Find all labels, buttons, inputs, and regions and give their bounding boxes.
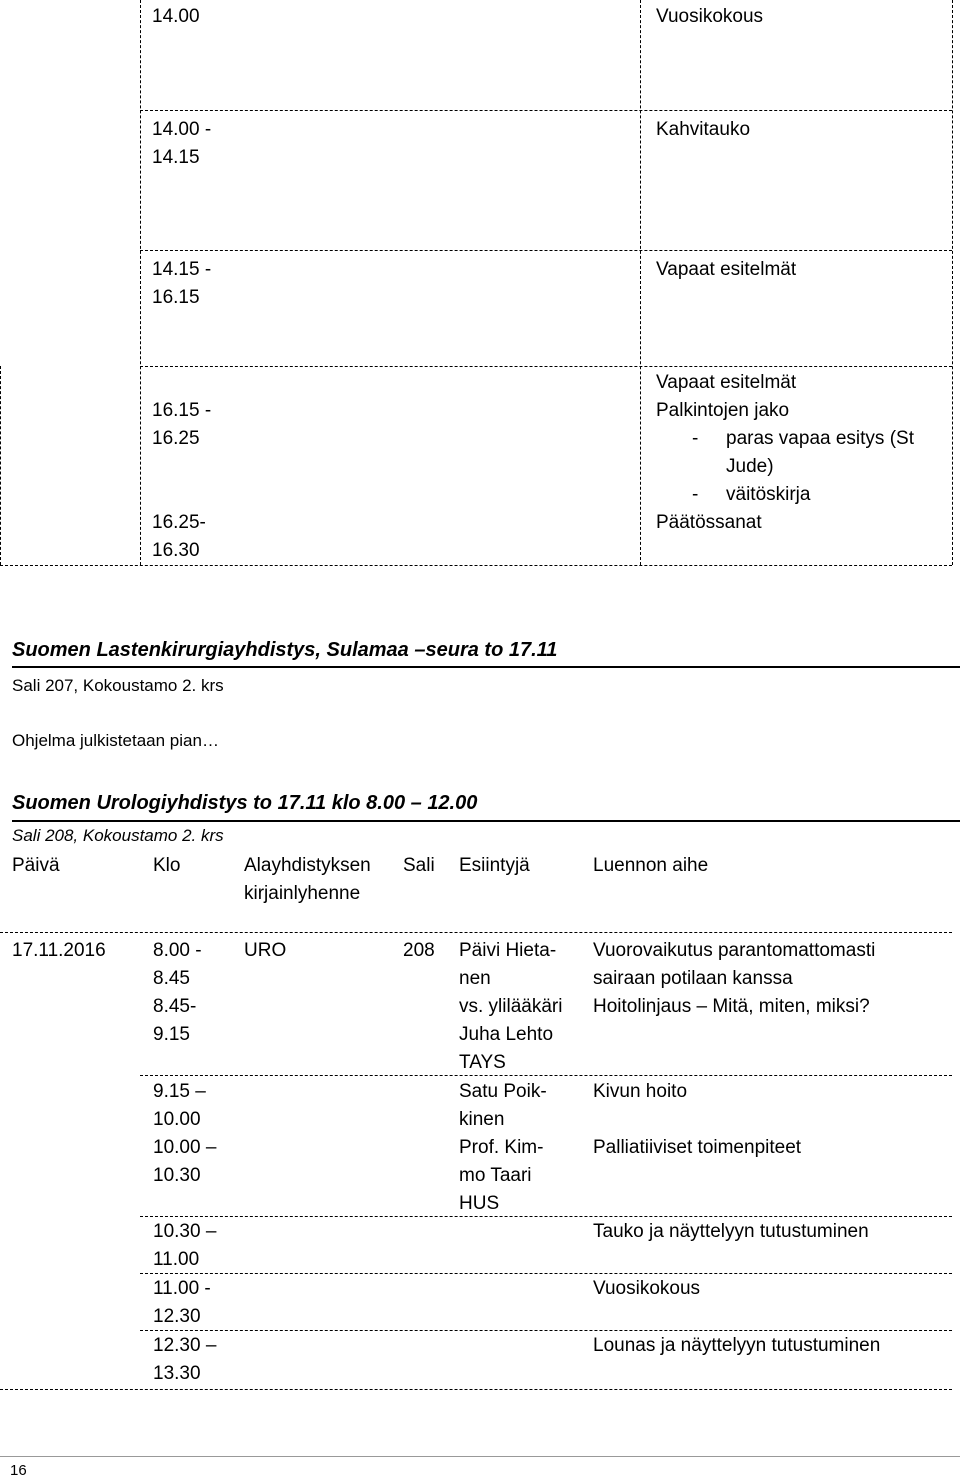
time-cell: 10.00 xyxy=(153,1109,201,1130)
speaker-cell: nen xyxy=(459,968,491,989)
time-cell: 14.15 xyxy=(152,147,200,168)
column-header-day: Päivä xyxy=(12,855,60,876)
speaker-cell: Prof. Kim- xyxy=(459,1137,544,1158)
bullet-item: väitöskirja xyxy=(726,484,811,505)
event-cell: Kahvitauko xyxy=(656,119,751,140)
location-text: Sali 208, Kokoustamo 2. krs xyxy=(12,826,224,845)
speaker-cell: Juha Lehto xyxy=(459,1024,554,1045)
column-header-topic: Luennon aihe xyxy=(593,855,709,876)
time-cell: 9.15 – xyxy=(153,1081,206,1102)
time-cell: 9.15 xyxy=(153,1024,190,1045)
topic-cell: Tauko ja näyttelyyn tutustuminen xyxy=(593,1221,869,1242)
event-cell: Vuosikokous xyxy=(656,6,764,27)
time-cell: 16.15 xyxy=(152,287,200,308)
column-header-hall: Sali xyxy=(403,855,435,876)
speaker-cell: vs. ylilääkäri xyxy=(459,996,563,1017)
time-cell: 14.00 - xyxy=(152,119,212,140)
topic-cell: Lounas ja näyttelyyn tutustuminen xyxy=(593,1335,881,1356)
location-text: Sali 207, Kokoustamo 2. krs xyxy=(12,676,224,695)
time-cell: 13.30 xyxy=(153,1363,201,1384)
speaker-cell: TAYS xyxy=(459,1052,506,1073)
bullet-item: paras vapaa esitys (St xyxy=(726,428,914,449)
event-cell: Vapaat esitelmät xyxy=(656,372,797,393)
time-cell: 14.00 xyxy=(152,6,200,27)
event-cell: Päätössanat xyxy=(656,512,762,533)
topic-cell: Vuosikokous xyxy=(593,1278,701,1299)
speaker-cell: HUS xyxy=(459,1193,500,1214)
time-cell: 8.00 - xyxy=(153,940,202,961)
time-cell: 10.30 xyxy=(153,1165,201,1186)
bullet-dash: - xyxy=(692,484,699,505)
time-cell: 11.00 xyxy=(153,1249,200,1270)
column-header-abbr-2: kirjainlyhenne xyxy=(244,883,361,904)
note-text: Ohjelma julkistetaan pian… xyxy=(12,731,219,750)
speaker-cell: kinen xyxy=(459,1109,505,1130)
time-cell: 16.25- xyxy=(152,512,206,533)
column-header-abbr: Alayhdistyksen xyxy=(244,855,371,876)
topic-cell: Kivun hoito xyxy=(593,1081,688,1102)
bullet-item: Jude) xyxy=(726,456,774,477)
time-cell: 8.45 xyxy=(153,968,190,989)
time-cell: 11.00 - xyxy=(153,1278,211,1299)
event-cell: Palkintojen jako xyxy=(656,400,790,421)
topic-cell: Hoitolinjaus – Mitä, miten, miksi? xyxy=(593,996,870,1017)
page-number: 16 xyxy=(10,1462,27,1479)
event-cell: Vapaat esitelmät xyxy=(656,259,797,280)
time-cell: 16.30 xyxy=(152,540,200,561)
time-cell: 10.00 – xyxy=(153,1137,217,1158)
time-cell: 14.15 - xyxy=(152,259,212,280)
date-cell: 17.11.2016 xyxy=(12,940,106,961)
abbr-cell: URO xyxy=(244,940,287,961)
topic-cell: Palliatiiviset toimenpiteet xyxy=(593,1137,802,1158)
section-heading: Suomen Urologiyhdistys to 17.11 klo 8.00 – 12.00 xyxy=(12,792,478,814)
section-heading: Suomen Lastenkirurgiayhdistys, Sulamaa –seura to 17.11 xyxy=(12,639,558,661)
column-header-time: Klo xyxy=(153,855,181,876)
time-cell: 16.15 - xyxy=(152,400,212,421)
time-cell: 8.45- xyxy=(153,996,197,1017)
topic-cell: sairaan potilaan kanssa xyxy=(593,968,793,989)
speaker-cell: mo Taari xyxy=(459,1165,532,1186)
time-cell: 12.30 xyxy=(153,1306,201,1327)
time-cell: 10.30 – xyxy=(153,1221,217,1242)
speaker-cell: Satu Poik- xyxy=(459,1081,547,1102)
column-header-speaker: Esiintyjä xyxy=(459,855,530,876)
time-cell: 12.30 – xyxy=(153,1335,217,1356)
speaker-cell: Päivi Hieta- xyxy=(459,940,557,961)
topic-cell: Vuorovaikutus parantomattomasti xyxy=(593,940,876,961)
hall-cell: 208 xyxy=(403,940,435,961)
bullet-dash: - xyxy=(692,428,699,449)
time-cell: 16.25 xyxy=(152,428,200,449)
